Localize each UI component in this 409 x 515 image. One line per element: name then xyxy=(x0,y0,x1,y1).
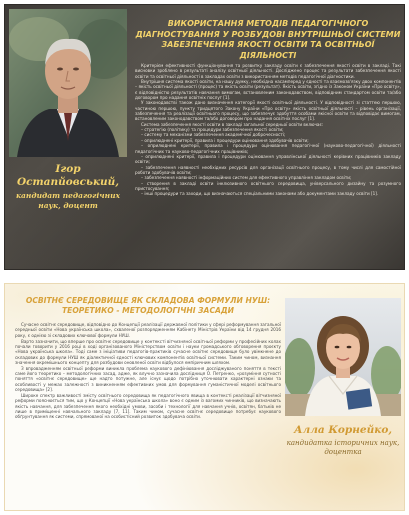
author-degree: кандидатка історичних наук, доцентка xyxy=(286,439,400,456)
article-body xyxy=(135,63,401,267)
list-item: – інші процедури та заходи, що визначаються спеціальними законами або документами закладу освіти [1]. xyxy=(141,191,379,197)
author-photo-ostapiovskyi xyxy=(9,9,127,157)
article-title: ОСВІТНЄ СЕРЕДОВИЩЕ ЯК СКЛАДОВА ФОРМУЛИ НУШ: ТЕОРЕТИКО - МЕТОДОЛОГІЧНІ ЗАСАДИ xyxy=(25,296,271,315)
list-item: – оприлюднені критерії, правила і процедури оцінювання педагогічної (науково-педагогічної) діяльності педагогічних та науково-педагогічних працівників; xyxy=(135,143,401,154)
author-caption-2 xyxy=(283,424,403,457)
list-item: – забезпечення наявності необхідних ресурсів для організації освітнього процесу, в тому числі для самостійної роботи здобувачів освіти; xyxy=(135,164,401,175)
author-photo-korneiko xyxy=(285,298,401,416)
paragraph: У законодавстві також дано визначення категорії якості освітньої діяльності. У відповідності зі статтею першою, частиною першою, пункту тридцятого Закону України «Про освіту» якість освітньої діяльності – рівень організації, забезпечення та реалізації освітнього процесу, що забезпечує здобуття особами якісної освіти та відповідає вимогам, встановленим законодавством та/або договором про надання освітніх послуг [1]. xyxy=(135,100,401,122)
paragraph: Система забезпечення якості освіти в закладі загальної середньої освіти включає: xyxy=(141,121,324,127)
list-item: – стратегію (політику) та процедури забезпечення якості освіти; xyxy=(141,127,284,133)
paragraph: Варто зазначити, що впершe про освітнє середовище у контексті вітчизняної освітньої реформи у професійних колах почали говорити у 2016 році в ході організованого Міністерством освіти і науки громадського обговорення проєкту «Нова українська школа». Тоді саме з ініціативи педагогів-практиків сучасне освітнє середовище було увімкнене до складових до формули НУШ як діалектичної єдності ключових компонентів освітньої системи. Таким чином, визнання значення окремішнього концепту для розбудови оновленої освіти відбулося емпіричним шляхом. xyxy=(15,338,281,365)
paragraph: З впровадженням освітньої реформи виникла проблема наукового дефініювання досліджуваного поняття в тексті саме його теоретико – методологічних засад, адже, як влучно зазначила дослідниця О. Петренко, «розуміння сутності поняття «освітнє середовище» ще надто потужне, але існує щодо потрібно уточнювати характерні ознаки та особливості у межах залежності з виникненням ефективних умов для формування гуманістичної моделі освітнього середовища» [2]. xyxy=(15,365,281,393)
article-title: ВИКОРИСТАННЯ МЕТОДІВ ПЕДАГОГІЧНОГО ДІАГНОСТУВАННЯ У РОЗБУДОВІ ВНУТРІШНЬОЇ СИСТЕМИ ЗАБЕЗПЕЧЕННЯ ЯКОСТІ ОСВІТИ ТА ОСВІТНЬОЇ ДІЯЛЬНОСТІ xyxy=(135,19,401,60)
list-item: – систему та механізми забезпечення академічної доброчесності; xyxy=(141,132,286,138)
paragraph: Внутрішня система якості освіти, на нашу думку, необхідна насамперед у єдності та взаємозв'язку двох компонентів – якість освітньої діяльності (процес) та якість освіти (результат). Якість освіти, згідно із Законом України «Про освіту», є відповідністю результатів навчання вимогам, встановленим законодавством, відповідним стандартом освіти та/або договором про надання освітніх послуг [1]. xyxy=(135,79,401,101)
author-name: Ігор Остапйовський, xyxy=(17,163,119,188)
author-caption-1 xyxy=(7,163,129,211)
article-body xyxy=(15,322,281,508)
list-item: – оприлюднені критерії, правила і процедури оцінювання здобувачів освіти; xyxy=(141,137,309,143)
list-item: – створення в закладі освіти інклюзивного освітнього середовища, універсального дизайну та розумного пристосування; xyxy=(135,180,401,191)
paragraph: Критерієм ефективності функціонування та розвитку закладу освіти є забезпечення якості освіти в закладі. Такі висновки зроблено в результаті аналізу освітньої діяльності. Досліджено процес та результати забезпечення якості освіти та освітньої діяльності в закладах освіти з використанням методів педагогічної діагностики. xyxy=(135,63,401,79)
author-name: Алла Корнейко, xyxy=(293,424,392,436)
article-card-environment xyxy=(4,283,405,511)
paragraph: Широке спектр важливості змісту освітнього середовища як педагогічного явища в контексті реалізації вітчизняної реформи пояснюється тим, що у Концепції «Нова українська школа» воно є одним із вагомих чинників, що визначають якість навчання, для забезпечення якого необхідні умови, засоби і технології для навчання учнів, освітян, батьків не лише в приміщенні навчального закладу [7, 11]. Таким чином, сучасне освітнє середовище потребує наукового обґрунтування як системи, спрямованої на особистісний розвиток здобувача освіти. xyxy=(15,392,281,420)
article-separator xyxy=(0,274,409,280)
paragraph: Сучасне освітнє середовище, відповідно до Концепції реалізації державної політики у сфері реформування загальної середньої освіти «Нова українська школа», схваленої розпорядженням Кабінету Міністрів України від 14 грудня 2016 року, є однією зі складових ключової формули НУШ. xyxy=(15,322,281,338)
list-item: – забезпечення наявності інформаційних систем для ефективного управління закладом освіти; xyxy=(141,175,352,181)
article-card-diagnostics xyxy=(4,4,405,270)
list-item: – оприлюднені критерії, правила і процедури оцінювання управлінської діяльності керівних працівників закладу освіти; xyxy=(135,153,401,165)
author-degree: кандидат педагогічних наук, доцент xyxy=(15,191,121,210)
